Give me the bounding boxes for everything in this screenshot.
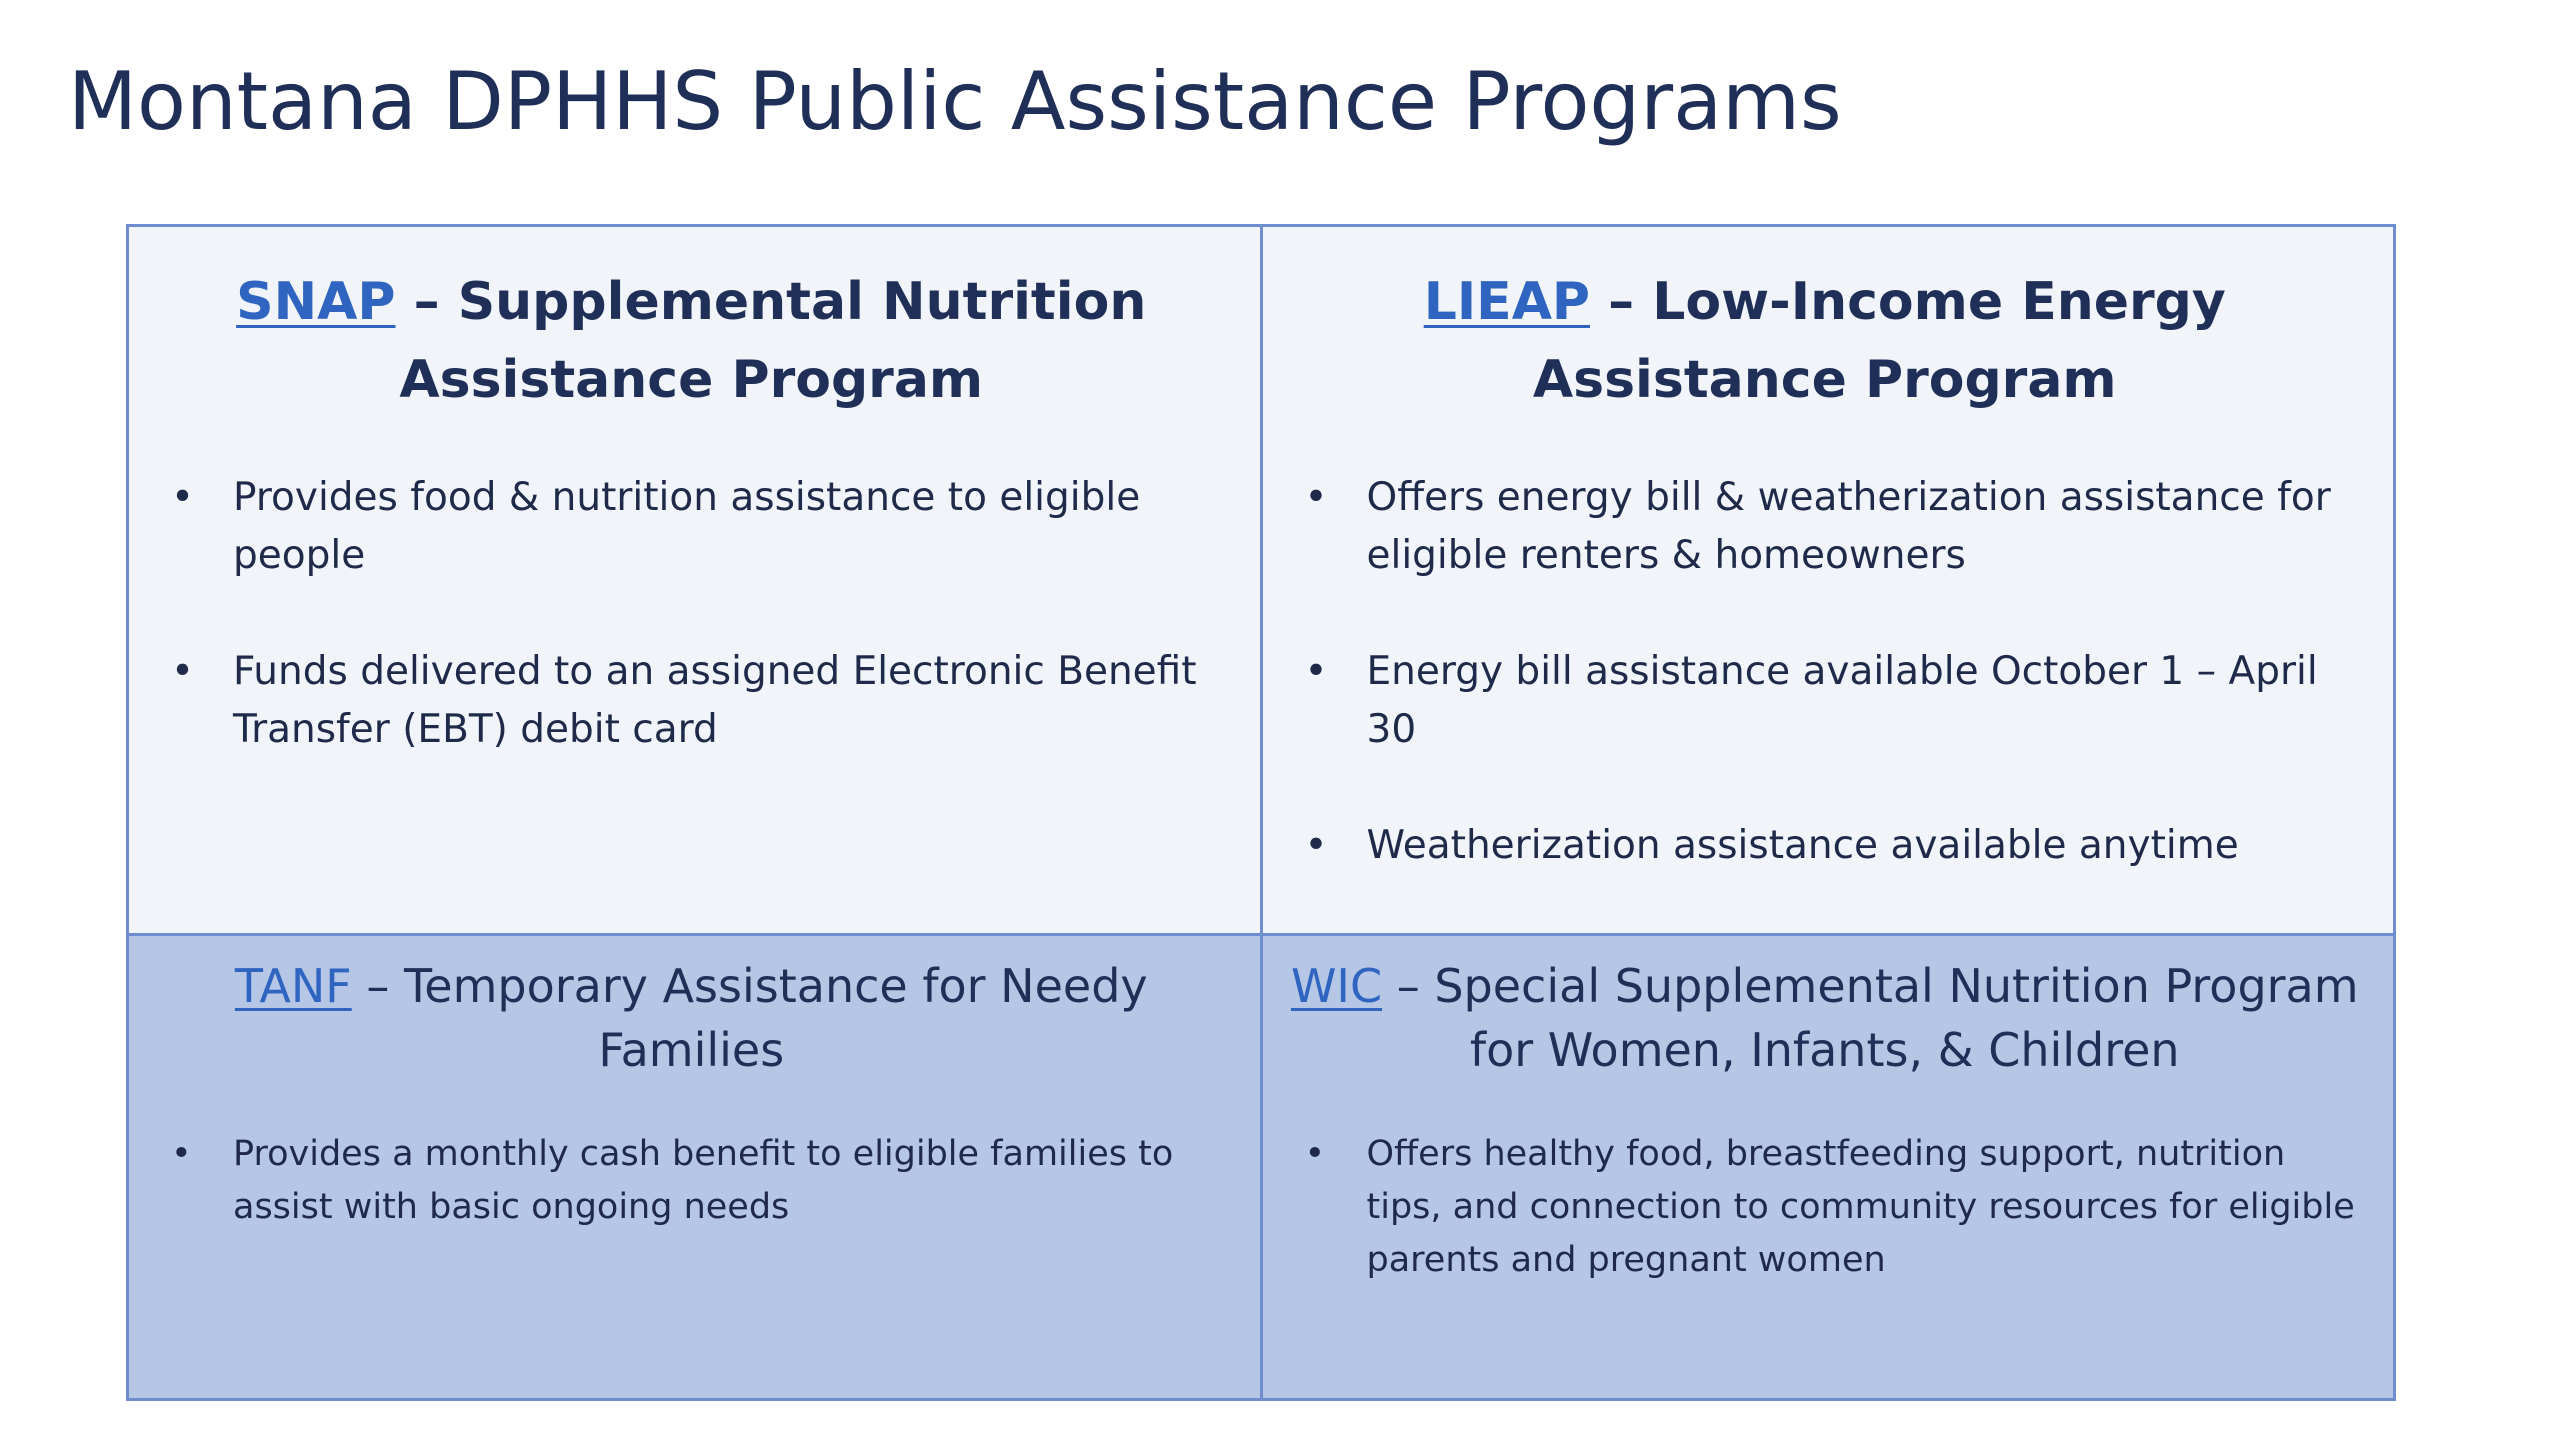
wic-link[interactable]: WIC bbox=[1290, 959, 1383, 1013]
bullet-icon: • bbox=[1304, 475, 1328, 520]
list-item: • Energy bill assistance available October 1 – April 30 bbox=[1287, 643, 2364, 759]
list-item: • Funds delivered to an assigned Electronic Benefit Transfer (EBT) debit card bbox=[153, 643, 1230, 759]
program-name-snap: – Supplemental Nutrition Assistance Program bbox=[399, 272, 1147, 410]
bullet-icon: • bbox=[171, 1134, 192, 1174]
program-heading-lieap bbox=[1287, 227, 2364, 419]
program-cell-lieap bbox=[1261, 226, 2395, 935]
table-row bbox=[128, 226, 2395, 935]
program-cell-wic bbox=[1261, 935, 2395, 1400]
tanf-link[interactable]: TANF bbox=[234, 959, 352, 1013]
bullet-icon: • bbox=[171, 649, 195, 694]
snap-link[interactable]: SNAP bbox=[236, 272, 396, 332]
bullet-icon: • bbox=[1304, 649, 1328, 694]
program-name-wic: – Special Supplemental Nutrition Program for Women, Infants, & Children bbox=[1396, 959, 2359, 1077]
list-item: • Offers healthy food, breastfeeding support, nutrition tips, and connection to community resources for eligible parents and pregnant women bbox=[1287, 1128, 2364, 1287]
bullet-list-wic bbox=[1287, 1082, 2364, 1287]
list-item: • Provides food & nutrition assistance to eligible people bbox=[153, 469, 1230, 585]
program-heading-snap bbox=[153, 227, 1230, 419]
bullet-list-tanf bbox=[153, 1082, 1230, 1234]
program-table bbox=[126, 224, 2396, 1401]
bullet-icon: • bbox=[1304, 823, 1328, 868]
table-row bbox=[128, 935, 2395, 1400]
list-item: • Offers energy bill & weatherization assistance for eligible renters & homeowners bbox=[1287, 469, 2364, 585]
lieap-link[interactable]: LIEAP bbox=[1423, 272, 1591, 332]
list-item: • Provides a monthly cash benefit to eligible families to assist with basic ongoing needs bbox=[153, 1128, 1230, 1234]
list-item: • Weatherization assistance available anytime bbox=[1287, 817, 2364, 875]
bullet-list-lieap bbox=[1287, 419, 2364, 875]
bullet-list-snap bbox=[153, 419, 1230, 759]
program-heading-tanf bbox=[153, 936, 1230, 1082]
program-name-tanf: – Temporary Assistance for Needy Families bbox=[366, 959, 1148, 1077]
page-title: Montana DPHHS Public Assistance Programs bbox=[68, 55, 1842, 148]
program-name-lieap: – Low-Income Energy Assistance Program bbox=[1532, 272, 2226, 410]
program-heading-wic bbox=[1287, 936, 2364, 1082]
program-cell-snap bbox=[128, 226, 1262, 935]
bullet-icon: • bbox=[171, 475, 195, 520]
program-cell-tanf bbox=[128, 935, 1262, 1400]
bullet-icon: • bbox=[1304, 1134, 1326, 1174]
